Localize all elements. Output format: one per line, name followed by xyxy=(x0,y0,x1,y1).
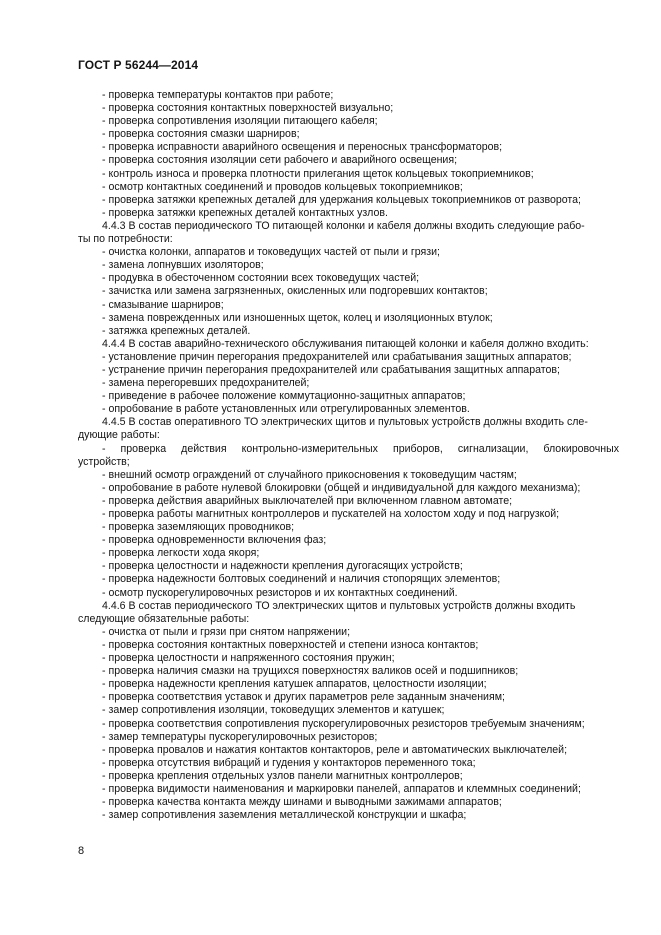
paragraph-start: 4.4.6 В состав периодического ТО электрических щитов и пультовых устройств должны входить xyxy=(102,599,576,612)
list-item: - проверка затяжки крепежных деталей контактных узлов. xyxy=(102,206,388,219)
list-item: - осмотр пускорегулировочных резисторов и их контактных соединений. xyxy=(102,586,458,599)
paragraph-start: 4.4.3 В состав периодического ТО питающей колонки и кабеля должны входить следующие рабо- xyxy=(102,219,585,232)
list-item: - проверка отсутствия вибраций и гудения у контакторов переменного тока; xyxy=(102,756,476,769)
list-item: - опробование в работе установленных или отрегулированных элементов. xyxy=(102,403,470,416)
list-item: - проверка наличия смазки на трущихся поверхностях валиков осей и подшипников; xyxy=(102,665,519,678)
list-item: - установление причин перегорания предохранителей или срабатывания защитных аппаратов; xyxy=(102,350,572,363)
list-item: - проверка действия контрольно-измерительных приборов, сигнализации, блокировочных xyxy=(102,442,619,455)
list-item: - проверка легкости хода якоря; xyxy=(102,547,260,560)
list-item: - осмотр контактных соединений и проводов кольцевых токоприемников; xyxy=(102,180,463,193)
list-item: - проверка надежности крепления катушек аппаратов, целостности изоляции; xyxy=(102,678,487,691)
paragraph-continuation: ты по потребности: xyxy=(78,233,173,246)
list-item: - очистка колонки, аппаратов и токоведущих частей от пыли и грязи; xyxy=(102,246,440,259)
list-item: - очистка от пыли и грязи при снятом напряжении; xyxy=(102,625,351,638)
list-item: - проверка заземляющих проводников; xyxy=(102,521,295,534)
paragraph-continuation: следующие обязательные работы: xyxy=(78,612,250,625)
list-item: - проверка состояния смазки шарниров; xyxy=(102,128,300,141)
list-item: - проверка исправности аварийного освещения и переносных трансформаторов; xyxy=(102,141,503,154)
list-item: - проверка провалов и нажатия контактов контакторов, реле и автоматических выключателей; xyxy=(102,743,568,756)
list-item: - проверка целостности и надежности крепления дугогасящих устройств; xyxy=(102,560,463,573)
list-item: - замена лопнувших изоляторов; xyxy=(102,259,264,272)
list-item: - замер температуры пускорегулировочных резисторов; xyxy=(102,730,378,743)
list-item: - проверка температуры контактов при работе; xyxy=(102,89,334,101)
paragraph-start: 4.4.5 В состав оперативного ТО электрических щитов и пультовых устройств должны входить сле- xyxy=(102,416,588,429)
list-item: - смазывание шарниров; xyxy=(102,298,224,311)
list-item: - проверка действия аварийных выключателей при включенном главном автомате; xyxy=(102,494,513,507)
list-item: - проверка затяжки крепежных деталей для удержания кольцевых токоприемников от разворота; xyxy=(102,193,581,206)
list-item: - внешний осмотр ограждений от случайного прикосновения к токоведущим частям; xyxy=(102,468,517,481)
list-item: - проверка сопротивления изоляции питающего кабеля; xyxy=(102,115,378,128)
list-item: - проверка работы магнитных контроллеров и пускателей на холостом ходу и под нагрузкой; xyxy=(102,508,560,520)
list-item: - приведение в рабочее положение коммутационно-защитных аппаратов; xyxy=(102,390,466,403)
list-item: - проверка качества контакта между шинами и выводными зажимами аппаратов; xyxy=(102,796,502,809)
list-item: - замер сопротивления заземления металлической конструкции и шкафа; xyxy=(102,809,467,822)
document-body xyxy=(78,89,619,822)
list-item: - контроль износа и проверка плотности прилегания щеток кольцевых токоприемников; xyxy=(102,167,534,180)
list-item: - опробование в работе нулевой блокировки (общей и индивидуальной для каждого механизма); xyxy=(102,481,581,494)
list-item: - устранение причин перегорания предохранителей или срабатывания защитных аппаратов; xyxy=(102,363,560,376)
list-item: - проверка крепления отдельных узлов панели магнитных контроллеров; xyxy=(102,769,463,782)
list-item: - замена перегоревших предохранителей; xyxy=(102,377,310,390)
list-item: - проверка состояния изоляции сети рабочего и аварийного освещения; xyxy=(102,154,458,167)
list-item: - замер сопротивления изоляции, токоведущих элементов и катушек; xyxy=(102,704,445,717)
paragraph-continuation: устройств; xyxy=(78,455,130,468)
list-item: - проверка соответствия сопротивления пускорегулировочных резисторов требуемым значениям; xyxy=(102,717,585,730)
list-item: - затяжка крепежных деталей. xyxy=(102,324,251,337)
paragraph-start: 4.4.4 В состав аварийно-технического обслуживания питающей колонки и кабеля должно входить: xyxy=(102,337,589,350)
list-item: - проверка состояния контактных поверхностей визуально; xyxy=(102,102,394,115)
list-item: - проверка одновременности включения фаз; xyxy=(102,534,327,547)
list-item: - проверка видимости наименования и маркировки панелей, аппаратов и клеммных соединений; xyxy=(102,782,581,795)
list-item: - проверка состояния контактных поверхностей и степени износа контактов; xyxy=(102,638,479,651)
standard-header: ГОСТ Р 56244—2014 xyxy=(78,58,199,72)
page-number: 8 xyxy=(78,845,85,857)
list-item: - замена поврежденных или изношенных щеток, колец и изоляционных втулок; xyxy=(102,311,493,324)
list-item: - проверка целостности и напряженного состояния пружин; xyxy=(102,652,395,665)
list-item: - проверка соответствия уставок и других параметров реле заданным значениям; xyxy=(102,691,505,704)
list-item: - продувка в обесточенном состоянии всех токоведущих частей; xyxy=(102,272,420,285)
paragraph-continuation: дующие работы: xyxy=(78,429,160,442)
list-item: - проверка надежности болтовых соединений и наличия стопорящих элементов; xyxy=(102,573,501,586)
list-item: - зачистка или замена загрязненных, окисленных или подгоревших контактов; xyxy=(102,285,488,298)
